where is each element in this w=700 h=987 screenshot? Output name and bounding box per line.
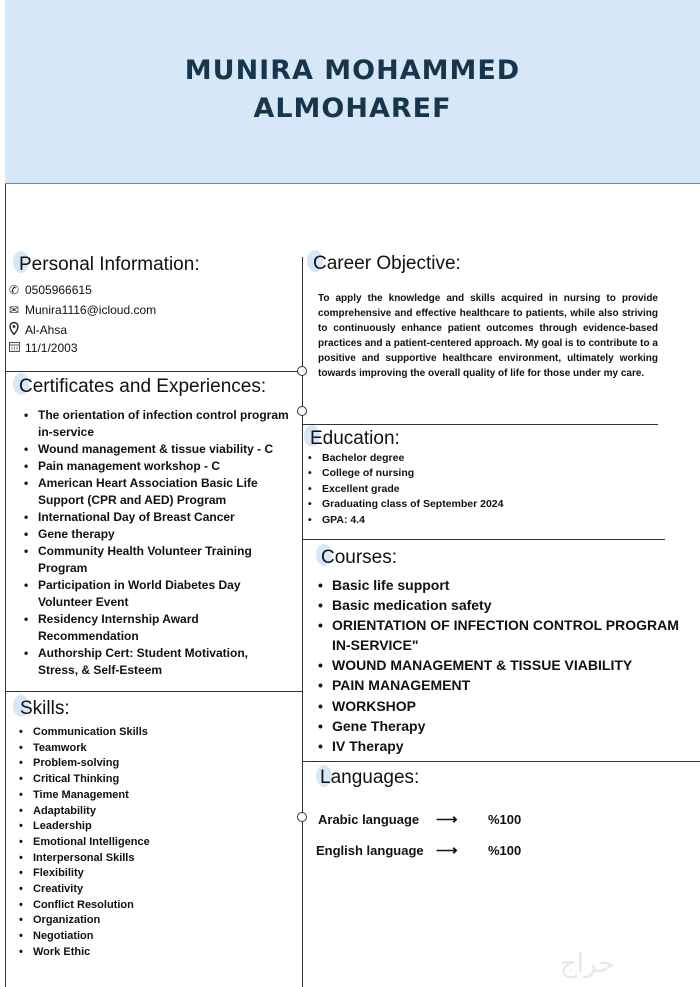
list-item: • WOUND MANAGEMENT & TISSUE VIABILITY [314, 655, 689, 675]
timeline-dot [297, 812, 307, 822]
date-value: 11/1/2003 [25, 341, 78, 355]
list-item: • GPA: 4.4 [304, 513, 654, 528]
envelope-icon: ✉ [9, 303, 20, 317]
objective-title: Career Objective: [313, 253, 461, 274]
languages-title: Languages: [320, 767, 420, 788]
timeline-dot [297, 366, 307, 376]
phone-value: 0505966615 [25, 283, 92, 297]
language-name: English language [316, 842, 424, 858]
calendar-icon [9, 341, 25, 355]
full-name [5, 52, 700, 128]
language-row [318, 810, 521, 828]
list-item: • American Heart Association Basic Life Support (CPR and AED) Program [20, 475, 290, 509]
divider-education [303, 539, 665, 540]
list-item: • Time Management [15, 788, 295, 804]
list-item: • Emotional Intelligence [15, 835, 295, 851]
divider-personal [5, 371, 303, 372]
list-item: • Interpersonal Skills [15, 851, 295, 867]
list-item: • IV Therapy [314, 736, 689, 756]
list-item: • PAIN MANAGEMENT [314, 675, 689, 695]
list-item: • Gene Therapy [314, 716, 689, 736]
list-item: • Flexibility [15, 866, 295, 882]
name-line-1: MUNIRA MOHAMMED [184, 55, 521, 86]
date-row [9, 341, 78, 355]
phone-row [9, 283, 92, 297]
language-name: Arabic language [318, 811, 420, 827]
list-item: • Organization [15, 913, 295, 929]
list-item: • The orientation of infection control program in-service [20, 407, 290, 441]
list-item: • Gene therapy [20, 526, 290, 543]
list-item: • Community Health Volunteer Training Program [20, 543, 290, 577]
language-level: %100 [488, 811, 522, 827]
language-row [316, 841, 521, 859]
left-border [5, 184, 6, 987]
personal-info-title: Personal Information: [19, 254, 200, 275]
phone-icon: ✆ [9, 283, 20, 297]
list-item: • Communication Skills [15, 725, 295, 741]
timeline-dot [297, 406, 307, 416]
list-item: • Basic life support [314, 575, 689, 595]
skills-title: Skills: [20, 698, 70, 719]
list-item: • Negotiation [15, 929, 295, 945]
language-level: %100 [488, 842, 522, 858]
list-item: • Leadership [15, 819, 295, 835]
list-item: • Bachelor degree [304, 451, 654, 466]
list-item: • Authorship Cert: Student Motivation, Stress, & Self-Esteem [20, 645, 290, 679]
list-item: • Creativity [15, 882, 295, 898]
list-item: • Basic medication safety [314, 595, 689, 615]
list-item: • Participation in World Diabetes Day Volunteer Event [20, 577, 290, 611]
arrow-right-icon: ⟶ [436, 811, 458, 828]
certificates-title: Certificates and Experiences: [19, 376, 267, 397]
list-item: • Graduating class of September 2024 [304, 497, 654, 512]
certificates-list [20, 407, 290, 679]
list-item: • WORKSHOP [314, 696, 689, 716]
location-row [9, 322, 67, 338]
courses-list [314, 575, 689, 756]
divider-objective [303, 424, 658, 425]
list-item: • Wound management & tissue viability - C [20, 441, 290, 458]
arrow-right-icon: ⟶ [436, 842, 458, 859]
divider-courses [303, 761, 700, 762]
header-banner [5, 0, 700, 184]
watermark-logo: حراج [560, 948, 615, 978]
courses-title: Courses: [321, 547, 398, 568]
list-item: • Teamwork [15, 741, 295, 757]
divider-certificates [5, 691, 303, 692]
name-line-2: ALMOHAREF [253, 93, 452, 124]
list-item: • Adaptability [15, 804, 295, 820]
list-item: • Residency Internship Award Recommendation [20, 611, 290, 645]
list-item: • Excellent grade [304, 482, 654, 497]
education-list [304, 451, 654, 528]
location-value: Al-Ahsa [25, 323, 68, 337]
email-value: Munira1116@icloud.com [25, 303, 157, 317]
list-item: • Critical Thinking [15, 772, 295, 788]
list-item: • Problem-solving [15, 756, 295, 772]
skills-list [15, 725, 295, 961]
location-pin-icon [9, 322, 25, 338]
objective-text: To apply the knowledge and skills acquired in nursing to provide comprehensive and effective healthcare to patients, while also striving to continuously enhance patient outcomes through evidence-based practices and a patient-centered approach. My goal is to contribute to a positive and supportive healthcare environment, ultimately working towards improving the overall quality of life for those under my care. [318, 293, 658, 379]
list-item: • International Day of Breast Cancer [20, 509, 290, 526]
list-item: • ORIENTATION OF INFECTION CONTROL PROGRAM IN-SERVICE" [314, 615, 689, 655]
email-row [9, 303, 156, 317]
list-item: • College of nursing [304, 466, 654, 481]
list-item: • Work Ethic [15, 945, 295, 961]
education-title: Education: [310, 428, 400, 449]
list-item: • Conflict Resolution [15, 898, 295, 914]
list-item: • Pain management workshop - C [20, 458, 290, 475]
